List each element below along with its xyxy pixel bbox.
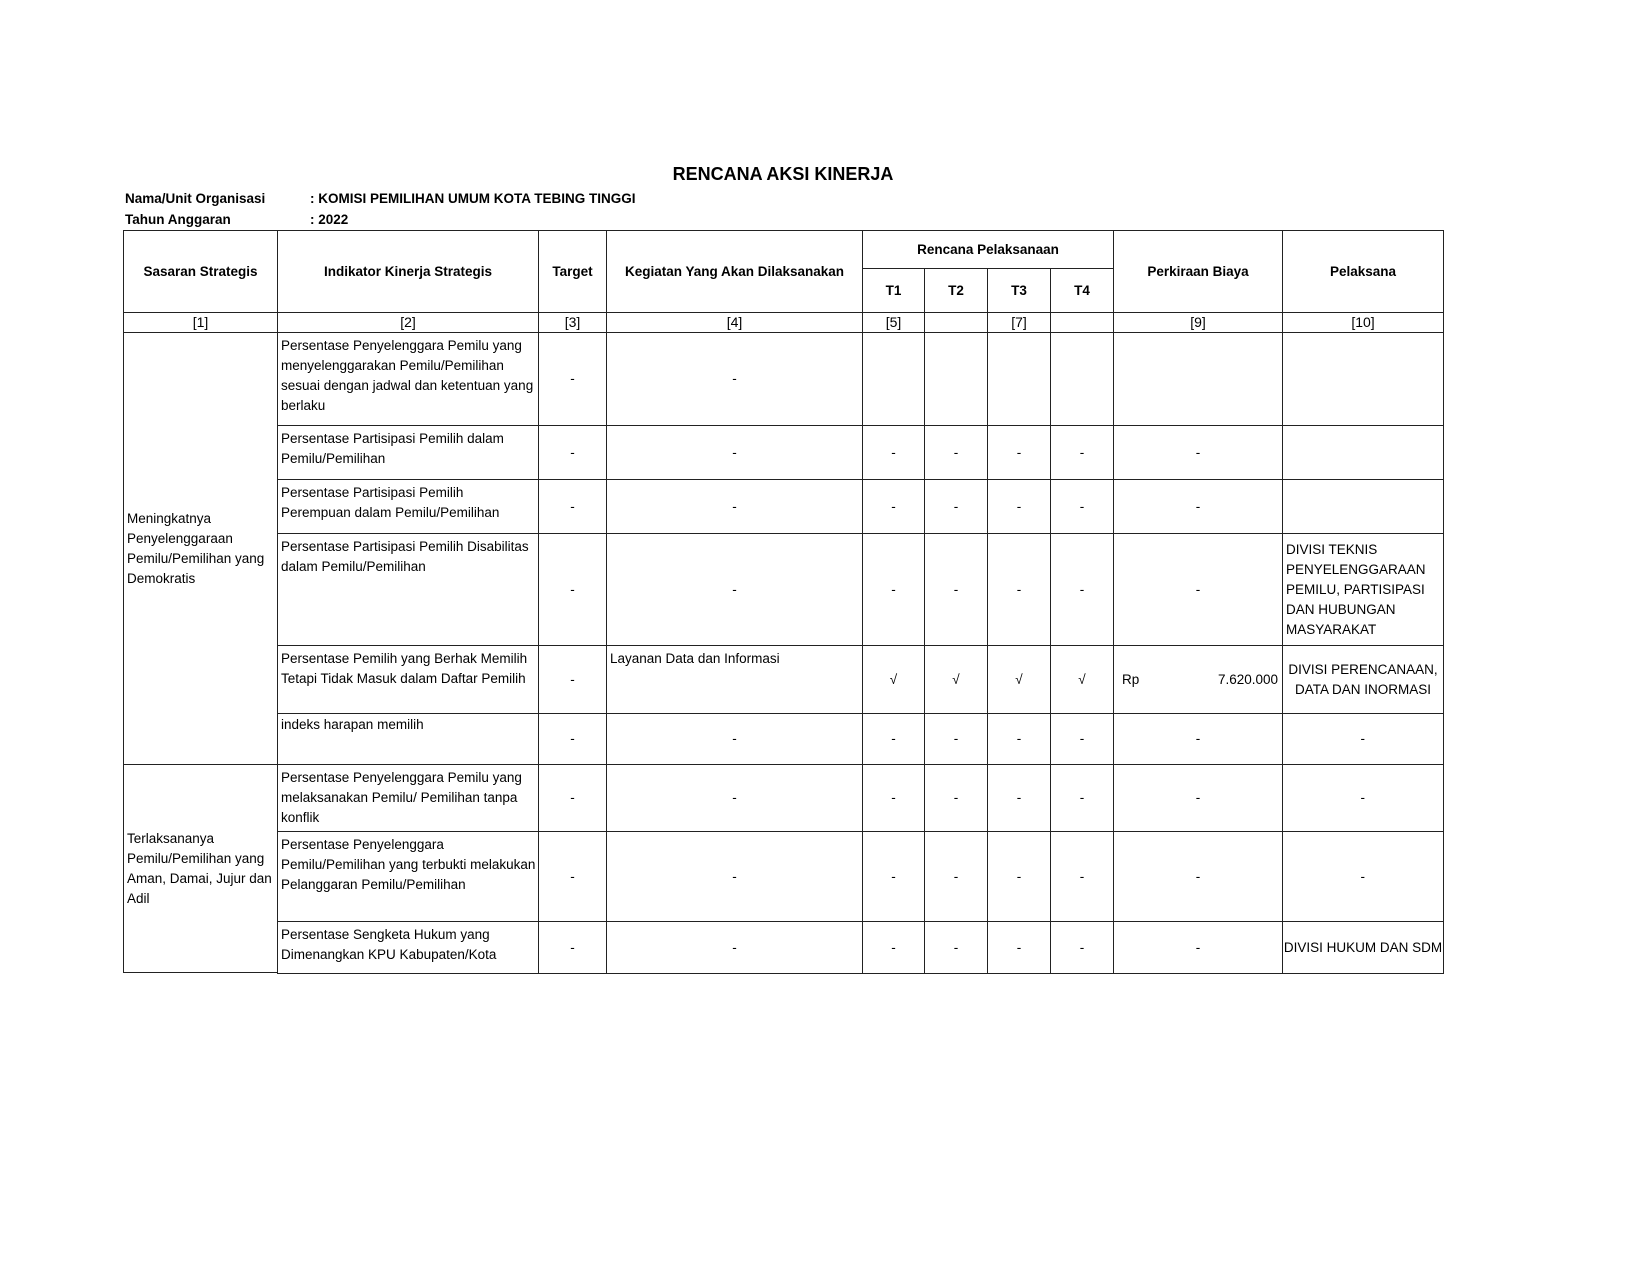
kegiatan-text: Layanan Data dan Informasi [610,651,780,666]
target-value: - [570,498,575,514]
t3-value: - [1016,790,1022,805]
t4-cell [1050,332,1114,426]
pelaksana-text: - [1360,731,1365,746]
indikator-cell [277,921,539,974]
indikator-cell [277,425,539,480]
t1-value: - [891,731,896,746]
indikator-cell [277,831,539,922]
column-number-5: [5] [862,312,925,333]
kegiatan-cell [606,764,863,832]
meta-value-organisasi: : KOMISI PEMILIHAN UMUM KOTA TEBING TINGGI [310,191,636,206]
biaya-value: - [1195,790,1201,805]
biaya-value: - [1195,731,1201,746]
biaya-cell [1113,831,1283,922]
pelaksana-text: - [1360,868,1365,884]
target-value: - [570,731,575,746]
sasaran-text: Terlaksananya Pemilu/Pemilihan yang Aman, Damai, Jujur dan Adil [127,830,272,906]
pelaksana-text: DIVISI TEKNIS PENYELENGGARAAN PEMILU, PARTISIPASI DAN HUBUNGAN MASYARAKAT [1286,542,1426,637]
t2-cell [924,764,988,832]
t4-cell [1050,713,1114,765]
biaya-value: - [1195,581,1201,597]
header-t2: T2 [924,268,988,313]
kegiatan-text: - [732,868,737,884]
document-title: RENCANA AKSI KINERJA [672,164,894,184]
t4-value: √ [1078,671,1086,687]
kegiatan-cell [606,479,863,534]
pelaksana-text: - [1360,790,1365,805]
t4-value: - [1079,868,1085,884]
t2-value: - [953,731,959,746]
t4-cell [1050,479,1114,534]
indikator-text: Persentase Penyelenggara Pemilu yang melaksanakan Pemilu/ Pemilihan tanpa konflik [281,770,522,825]
biaya-cell [1113,713,1283,765]
t3-cell [987,425,1051,480]
indikator-text: Persentase Penyelenggara Pemilu yang menyelenggarakan Pemilu/Pemilihan sesuai dengan jadwal dan ketentuan yang berlaku [281,338,534,413]
kegiatan-text: - [732,731,737,746]
kegiatan-cell [606,713,863,765]
target-cell [538,921,607,974]
target-value: - [570,868,575,884]
t3-value: - [1016,731,1022,746]
kegiatan-text: - [732,444,737,460]
t1-cell [862,479,925,534]
t2-cell [924,645,988,714]
t2-cell [924,332,988,426]
column-number-1: [1] [123,312,278,333]
t3-value: - [1016,444,1022,460]
header-t4: T4 [1050,268,1114,313]
indikator-cell [277,479,539,534]
t4-value: - [1079,581,1085,597]
t2-value: - [953,790,959,805]
meta-label-organisasi: Nama/Unit Organisasi [125,191,266,206]
biaya-cell [1113,533,1283,646]
t2-value: - [953,498,959,514]
kegiatan-text: - [732,939,737,955]
column-number-2: [2] [277,312,539,333]
t4-value: - [1079,939,1085,955]
t2-value: - [953,581,959,597]
t1-cell [862,921,925,974]
t3-value: - [1016,498,1022,514]
indikator-text: Persentase Partisipasi Pemilih dalam Pemilu/Pemilihan [281,431,504,466]
t2-value: - [953,939,959,955]
target-value: - [570,939,575,955]
t4-cell [1050,764,1114,832]
t4-cell [1050,645,1114,714]
indikator-text: indeks harapan memilih [281,717,424,732]
t1-value: - [891,444,896,460]
t1-value: - [891,790,896,805]
header-t3: T3 [987,268,1051,313]
t2-cell [924,479,988,534]
target-value: - [570,371,575,386]
pelaksana-cell [1282,921,1444,974]
t1-value: √ [889,671,898,687]
header-kegiatan: Kegiatan Yang Akan Dilaksanakan [606,230,863,313]
target-cell [538,764,607,832]
kegiatan-text: - [732,371,737,386]
column-number-9: [9] [1113,312,1283,333]
biaya-cell [1113,645,1283,714]
biaya-cell [1113,425,1283,480]
target-value: - [570,581,575,597]
currency-prefix: Rp [1122,671,1140,687]
t4-cell [1050,425,1114,480]
biaya-value: 7.620.000 [1217,671,1278,687]
t1-cell [862,332,925,426]
header-indikator: Indikator Kinerja Strategis [277,230,539,313]
t3-cell [987,479,1051,534]
t4-cell [1050,533,1114,646]
t3-value: - [1016,939,1022,955]
kegiatan-cell [606,533,863,646]
column-number-7: [7] [987,312,1051,333]
column-number-10: [10] [1282,312,1444,333]
kegiatan-cell [606,645,863,714]
t2-cell [924,713,988,765]
meta-label-tahun: Tahun Anggaran [125,212,231,227]
t4-value: - [1079,731,1085,746]
header-t1: T1 [862,268,925,313]
indikator-text: Persentase Partisipasi Pemilih Perempuan dalam Pemilu/Pemilihan [281,485,500,520]
sasaran-group-2 [123,764,278,973]
t4-value: - [1079,790,1085,805]
biaya-cell [1113,479,1283,534]
indikator-text: Persentase Pemilih yang Berhak Memilih Tetapi Tidak Masuk dalam Daftar Pemilih [281,651,528,686]
indikator-cell [277,332,539,426]
indikator-text: Persentase Partisipasi Pemilih Disabilitas dalam Pemilu/Pemilihan [281,539,529,574]
target-cell [538,425,607,480]
column-number-4: [4] [606,312,863,333]
meta-value-tahun: : 2022 [310,212,349,227]
t2-cell [924,921,988,974]
pelaksana-text: DIVISI HUKUM DAN SDM [1283,939,1443,955]
t1-cell [862,831,925,922]
indikator-cell [277,713,539,765]
t4-cell [1050,831,1114,922]
t1-value: - [891,868,896,884]
pelaksana-cell [1282,425,1444,480]
t3-cell [987,645,1051,714]
column-number-8 [1050,312,1114,333]
kegiatan-text: - [732,581,737,597]
pelaksana-cell [1282,533,1444,646]
target-value: - [570,444,575,460]
t3-cell [987,831,1051,922]
target-cell [538,332,607,426]
pelaksana-text: DIVISI PERENCANAAN, DATA DAN INORMASI [1288,661,1438,697]
biaya-value: - [1195,939,1201,955]
t1-value: - [891,498,896,514]
indikator-cell [277,533,539,646]
biaya-value: - [1195,498,1201,514]
target-cell [538,479,607,534]
t1-cell [862,713,925,765]
t1-value: - [891,581,896,597]
t4-value: - [1079,498,1085,514]
t3-cell [987,533,1051,646]
header-sasaran: Sasaran Strategis [123,230,278,313]
header-perkiraan-biaya: Perkiraan Biaya [1113,230,1283,313]
kegiatan-cell [606,921,863,974]
indikator-cell [277,764,539,832]
t1-cell [862,425,925,480]
kegiatan-text: - [732,498,737,514]
pelaksana-cell [1282,479,1444,534]
header-rencana-pelaksanaan: Rencana Pelaksanaan [862,230,1114,269]
t1-cell [862,764,925,832]
pelaksana-cell [1282,332,1444,426]
pelaksana-cell [1282,831,1444,922]
t4-value: - [1079,444,1085,460]
column-number-3: [3] [538,312,607,333]
biaya-value: - [1195,444,1201,460]
target-cell [538,831,607,922]
t3-value: √ [1015,671,1023,687]
pelaksana-cell [1282,764,1444,832]
t3-cell [987,713,1051,765]
t2-value: √ [952,671,960,687]
indikator-text: Persentase Sengketa Hukum yang Dimenangkan KPU Kabupaten/Kota [281,927,497,962]
biaya-value: - [1195,868,1201,884]
t1-cell [862,645,925,714]
t2-cell [924,425,988,480]
column-number-6 [924,312,988,333]
t3-value: - [1016,868,1022,884]
target-value: - [570,671,575,687]
t1-cell [862,533,925,646]
biaya-cell [1113,921,1283,974]
t3-value: - [1016,581,1022,597]
target-cell [538,713,607,765]
pelaksana-cell [1282,713,1444,765]
indikator-text: Persentase Penyelenggara Pemilu/Pemilihan yang terbukti melakukan Pelanggaran Pemilu/Pemilihan [281,837,536,892]
t2-value: - [953,444,959,460]
t2-cell [924,533,988,646]
pelaksana-cell [1282,645,1444,714]
target-value: - [570,790,575,805]
t3-cell [987,764,1051,832]
t2-cell [924,831,988,922]
kegiatan-cell [606,425,863,480]
target-cell [538,533,607,646]
kegiatan-cell [606,332,863,426]
t3-cell [987,332,1051,426]
sasaran-group-1 [123,332,278,765]
kegiatan-text: - [732,790,737,805]
indikator-cell [277,645,539,714]
t4-cell [1050,921,1114,974]
t2-value: - [953,868,959,884]
biaya-cell [1113,332,1283,426]
target-cell [538,645,607,714]
header-pelaksana: Pelaksana [1282,230,1444,313]
biaya-cell [1113,764,1283,832]
kegiatan-cell [606,831,863,922]
t3-cell [987,921,1051,974]
t1-value: - [891,939,896,955]
sasaran-text: Meningkatnya Penyelenggaraan Pemilu/Pemilihan yang Demokratis [127,510,265,586]
header-target: Target [538,230,607,313]
